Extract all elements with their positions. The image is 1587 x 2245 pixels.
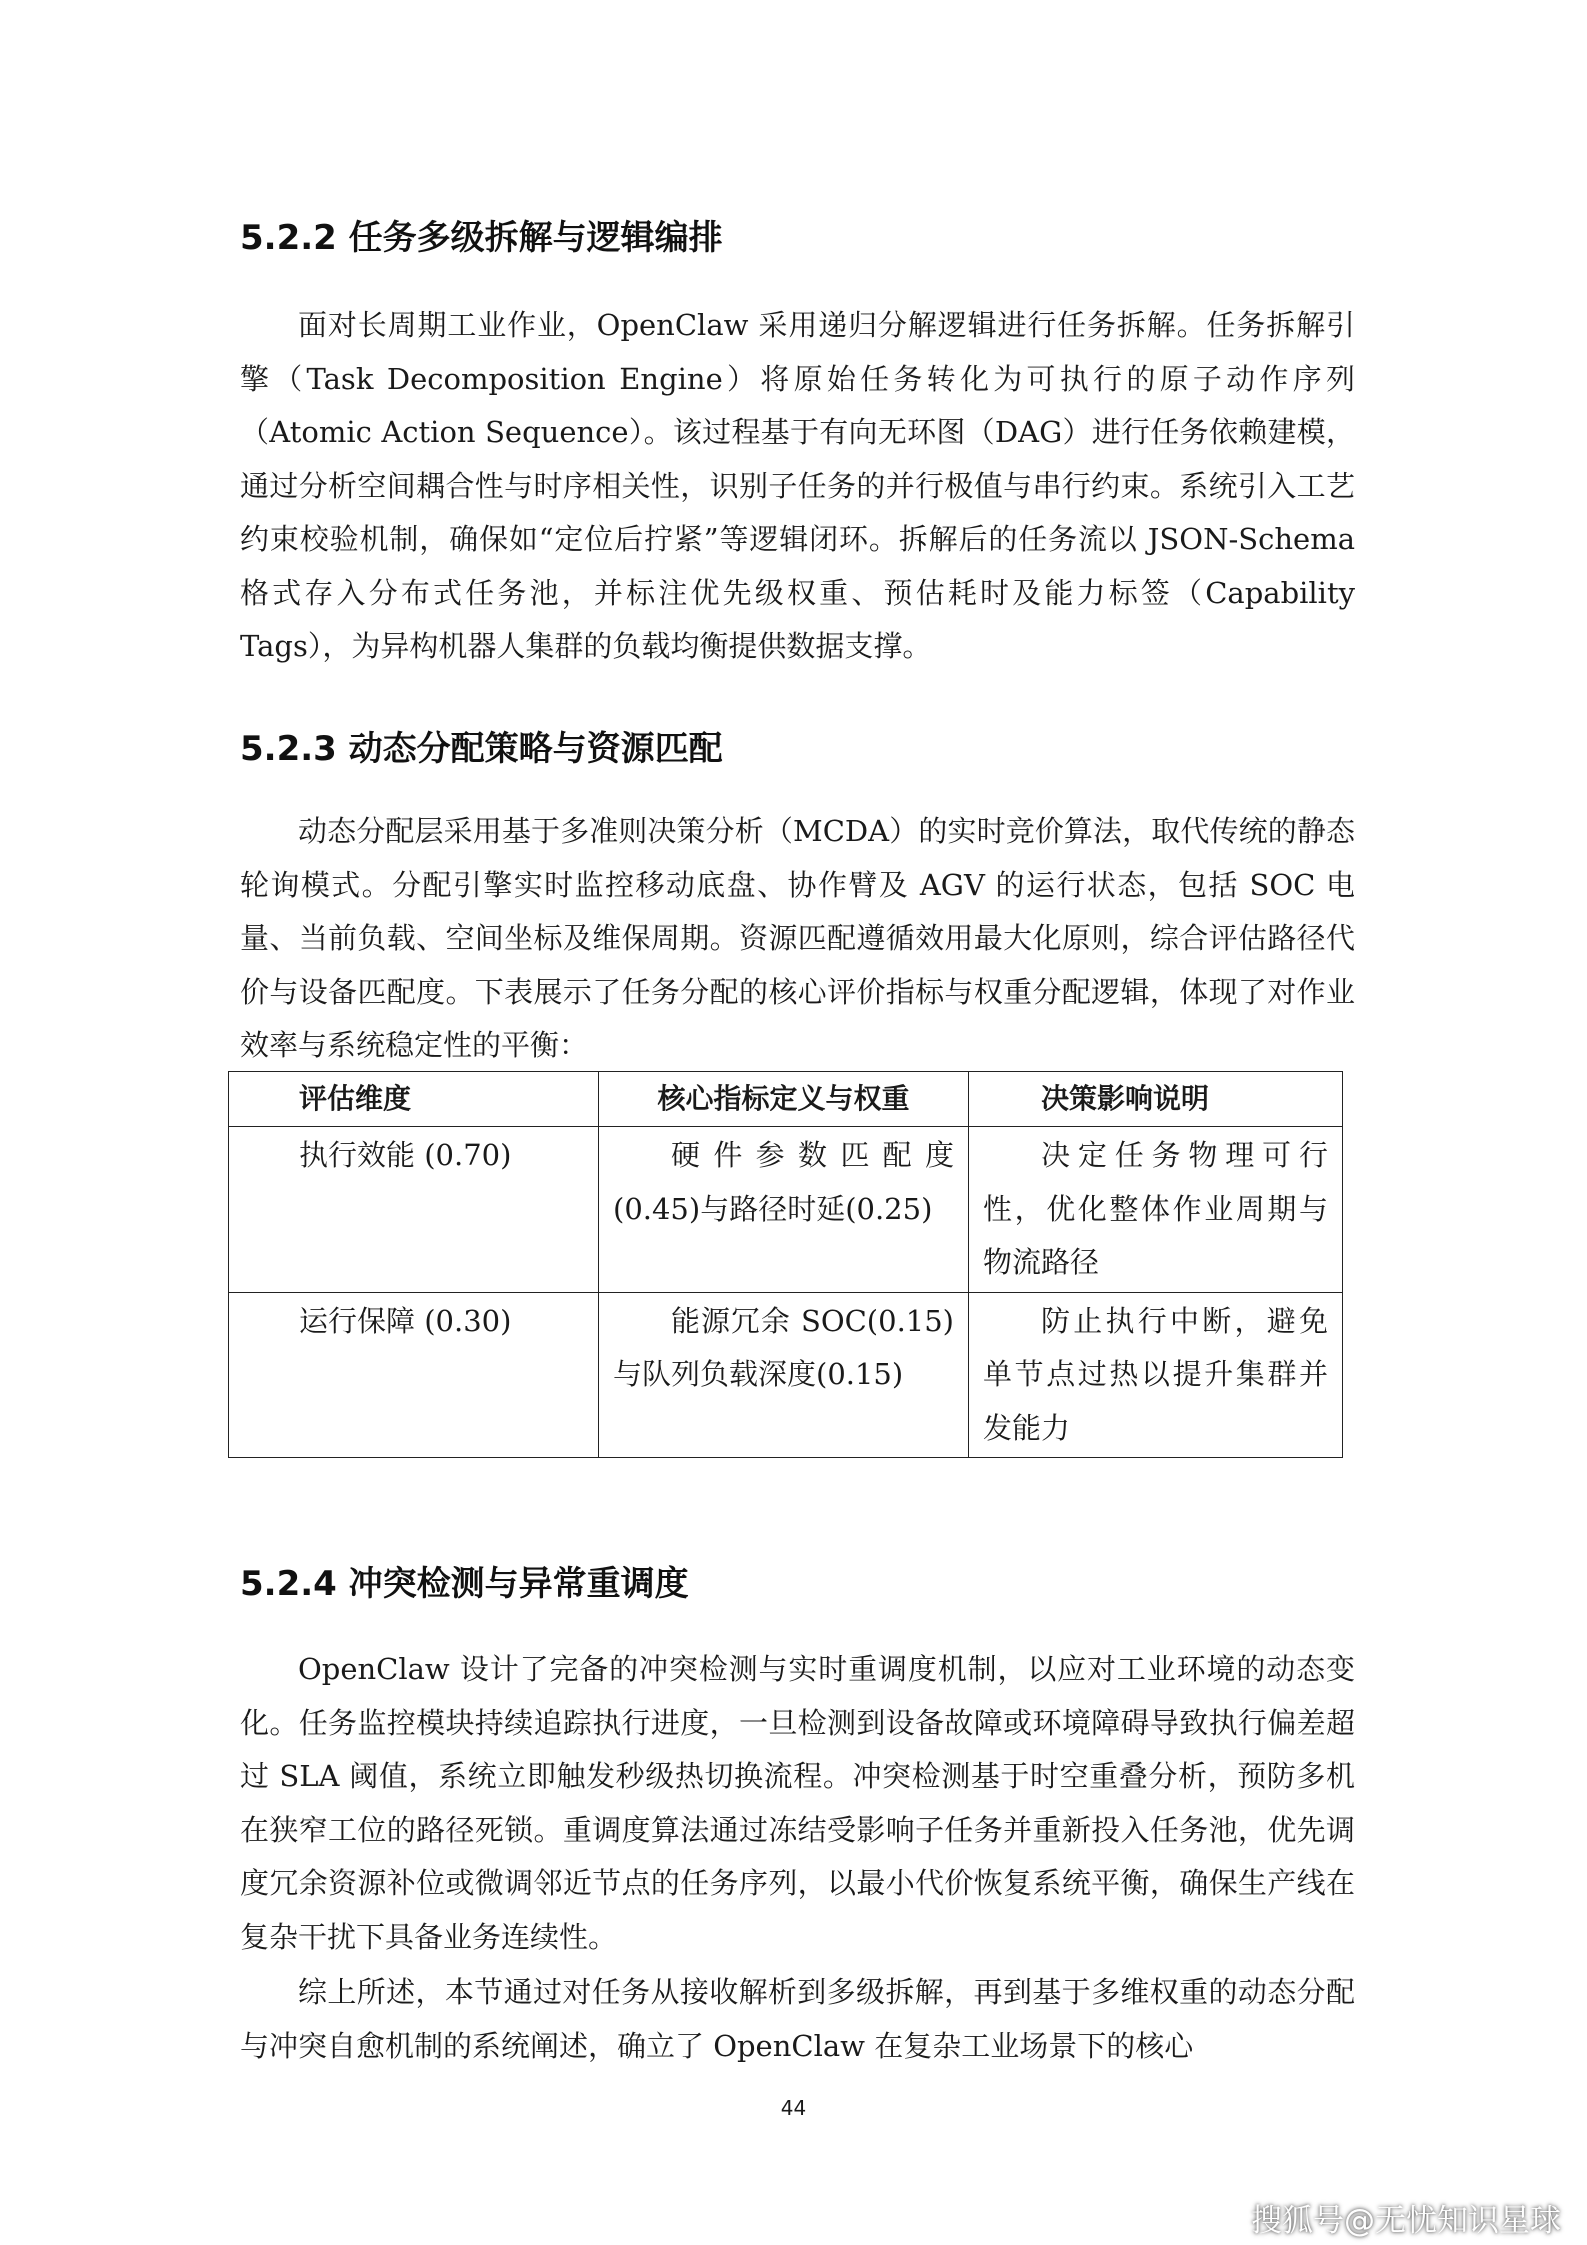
section-heading-5-2-4: 5.2.4 冲突检测与异常重调度 — [240, 1564, 689, 1604]
paragraph-conflict-detection: OpenClaw 设计了完备的冲突检测与实时重调度机制，以应对工业环境的动态变化。任务监控模块持续追踪执行进度，一旦检测到设备故障或环境障碍导致执行偏差超过 SLA 阈值，系统立即触发秒级热切换流程。冲突检测基于时空重叠分析，预防多机在狭窄工位的路径死锁。重调度算法通过冻结受影响子任务并重新投入任务池，优先调度冗余资源补位或微调邻近节点的任务序列，以最小代价恢复系统平衡，确保生产线在复杂干扰下具备业务连续性。 — [240, 1652, 1355, 1954]
table-cell-metric: 能源冗余 SOC(0.15)与队列负载深度(0.15) — [599, 1292, 969, 1458]
paragraph-task-decomposition: 面对长周期工业作业，OpenClaw 采用递归分解逻辑进行任务拆解。任务拆解引擎（Task Decomposition Engine）将原始任务转化为可执行的原子动作序列（Atomic Action Sequence）。该过程基于有向无环图（DAG）进行任务依赖建模，通过分析空间耦合性与时序相关性，识别子任务的并行极值与串行约束。系统引入工艺约束校验机制，确保如“定位后拧紧”等逻辑闭环。拆解后的任务流以 JSON-Schema 格式存入分布式任务池，并标注优先级权重、预估耗时及能力标签（Capability Tags），为异构机器人集群的负载均衡提供数据支撑。 — [240, 308, 1355, 663]
watermark: 搜狐号@无忧知识星球 — [1251, 2203, 1561, 2239]
table-row — [229, 1292, 1343, 1458]
table-header-impact: 决策影响说明 — [969, 1072, 1343, 1127]
table-cell-dimension: 执行效能 (0.70) — [229, 1127, 599, 1293]
evaluation-table — [228, 1071, 1343, 1458]
table-row — [229, 1127, 1343, 1293]
table-header-dimension: 评估维度 — [229, 1072, 599, 1127]
table-cell-metric: 硬件参数匹配度(0.45)与路径时延(0.25) — [599, 1127, 969, 1293]
table-cell-impact: 防止执行中断，避免单节点过热以提升集群并发能力 — [969, 1292, 1343, 1458]
section-heading-5-2-2: 5.2.2 任务多级拆解与逻辑编排 — [240, 218, 723, 258]
table-header-row — [229, 1072, 1343, 1127]
table-header-metric: 核心指标定义与权重 — [599, 1072, 969, 1127]
table-cell-impact: 决定任务物理可行性，优化整体作业周期与物流路径 — [969, 1127, 1343, 1293]
table-cell-dimension: 运行保障 (0.30) — [229, 1292, 599, 1458]
page-number: 44 — [780, 2096, 807, 2120]
section-heading-5-2-3: 5.2.3 动态分配策略与资源匹配 — [240, 729, 723, 769]
paragraph-summary: 综上所述，本节通过对任务从接收解析到多级拆解，再到基于多维权重的动态分配与冲突自愈机制的系统阐述，确立了 OpenClaw 在复杂工业场景下的核心 — [240, 1975, 1355, 2063]
paragraph-dynamic-allocation: 动态分配层采用基于多准则决策分析（MCDA）的实时竞价算法，取代传统的静态轮询模式。分配引擎实时监控移动底盘、协作臂及 AGV 的运行状态，包括 SOC 电量、当前负载、空间坐标及维保周期。资源匹配遵循效用最大化原则，综合评估路径代价与设备匹配度。下表展示了任务分配的核心评价指标与权重分配逻辑，体现了对作业效率与系统稳定性的平衡： — [240, 814, 1355, 1062]
